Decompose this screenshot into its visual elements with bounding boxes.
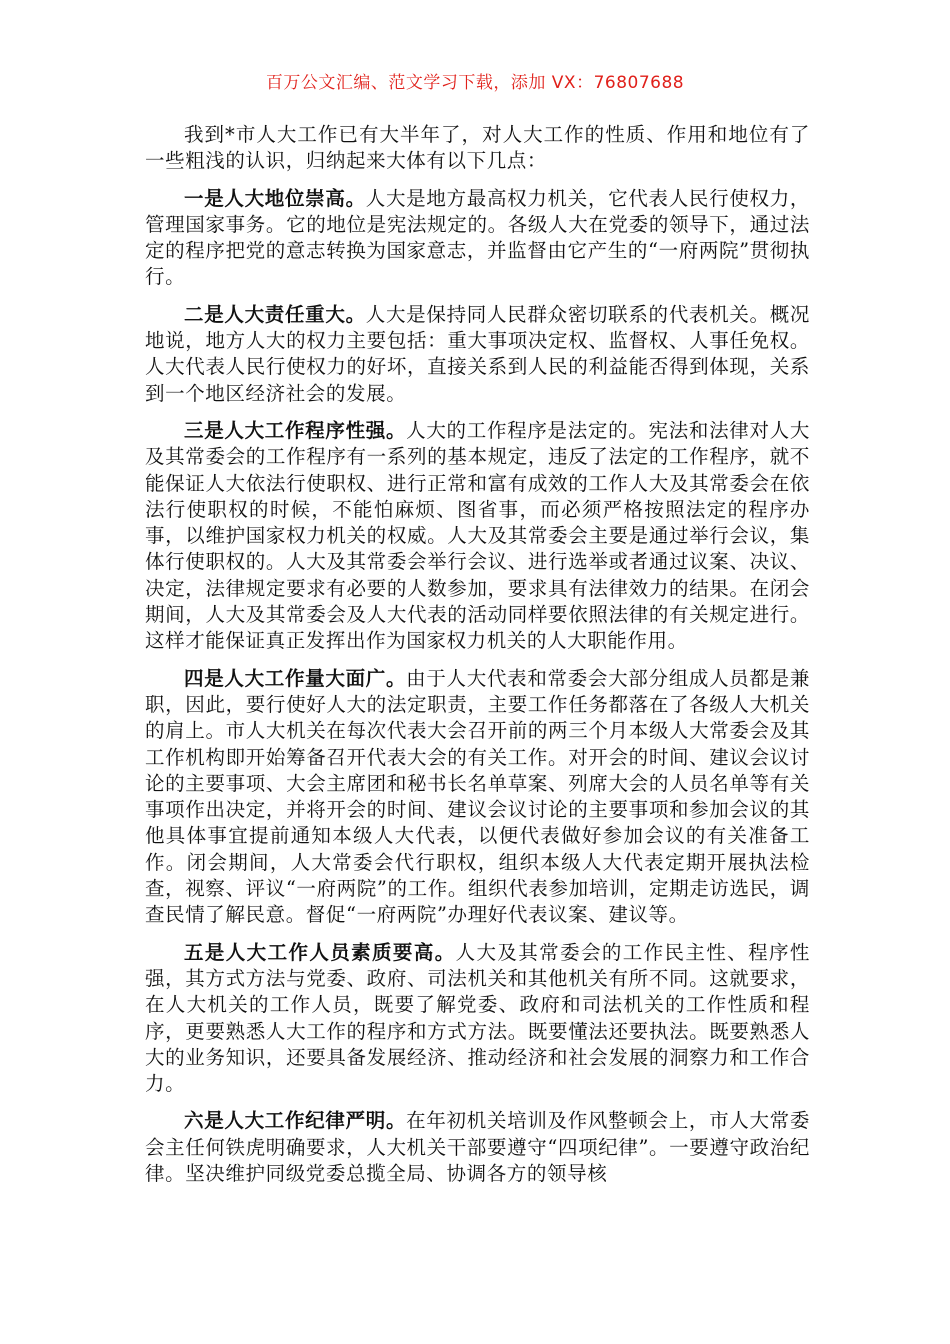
section-text: 在年初机关培训及作风整顿会上，市人大常委会主任何铁虎明确要求，人大机关干部要遵守“四项纪律”。一要遵守政治纪律。坚决维护同级党委总揽全局、协调各方的领导核 [145, 1109, 810, 1185]
section-heading: 二是人大责任重大。 [184, 302, 366, 326]
page-header-watermark: 百万公文汇编、范文学习下载，添加 VX：76807688 [265, 73, 685, 93]
section-text: 人大是地方最高权力机关，它代表人民行使权力，管理国家事务。它的地位是宪法规定的。各级人大在党委的领导下，通过法定的程序把党的意志转换为国家意志，并监督由它产生的“一府两院”贯彻执行。 [145, 186, 811, 289]
section-paragraph-4 [145, 666, 810, 929]
section-heading: 四是人大工作量大面广。 [184, 666, 407, 690]
article-body [145, 122, 810, 1198]
section-heading: 三是人大工作程序性强。 [184, 418, 407, 442]
section-heading: 一是人大地位崇高。 [184, 186, 366, 210]
section-heading: 六是人大工作纪律严明。 [184, 1109, 407, 1133]
section-text: 人大是保持同人民群众密切联系的代表机关。概况地说，地方人大的权力主要包括：重大事项决定权、监督权、人事任免权。人大代表人民行使权力的好坏，直接关系到人民的利益能否得到体现，关系到一个地区经济社会的发展。 [145, 302, 811, 405]
section-paragraph-5 [145, 940, 810, 1098]
section-text: 人大的工作程序是法定的。宪法和法律对人大及其常委会的工作程序有一系列的基本规定，违反了法定的工作程序，就不能保证人大依法行使职权、进行正常和富有成效的工作人大及其常委会在依法行使职权的时候，不能怕麻烦、图省事，而必须严格按照法定的程序办事，以维护国家权力机关的权威。人大及其常委会主要是通过举行会议，集体行使职权的。人大及其常委会举行会议、进行选举或者通过议案、决议、决定，法律规定要求有必要的人数参加，要求具有法律效力的结果。在闭会期间，人大及其常委会及人大代表的活动同样要依照法律的有关规定进行。这样才能保证真正发挥出作为国家权力机关的人大职能作用。 [145, 418, 810, 653]
section-text: 由于人大代表和常委会大部分组成人员都是兼职，因此，要行使好人大的法定职责，主要工作任务都落在了各级人大机关的肩上。市人大机关在每次代表大会召开前的两三个月本级人大常委会及其工作机构即开始筹备召开代表大会的有关工作。对开会的时间、建议会议讨论的主要事项、大会主席团和秘书长名单草案、列席大会的人员名单等有关事项作出决定，并将开会的时间、建议会议讨论的主要事项和参加会议的其他具体事宜提前通知本级人大代表，以便代表做好参加会议的有关准备工作。闭会期间，人大常委会代行职权，组织本级人大代表定期开展执法检查，视察、评议“一府两院”的工作。组织代表参加培训，定期走访选民，调查民情了解民意。督促“一府两院”办理好代表议案、建议等。 [145, 666, 810, 927]
intro-paragraph: 我到*市人大工作已有大半年了，对人大工作的性质、作用和地位有了一些粗浅的认识，归纳起来大体有以下几点： [145, 123, 810, 173]
section-text: 人大及其常委会的工作民主性、程序性强，其方式方法与党委、政府、司法机关和其他机关有所不同。这就要求，在人大机关的工作人员，既要了解党委、政府和司法机关的工作性质和程序，更要熟悉人大工作的程序和方式方法。既要懂法还要执法。既要熟悉人大的业务知识，还要具备发展经济、推动经济和社会发展的洞察力和工作合力。 [145, 940, 810, 1096]
section-paragraph-6 [145, 1108, 810, 1187]
section-paragraph-1 [145, 186, 810, 291]
section-heading: 五是人大工作人员素质要高。 [184, 940, 456, 964]
section-paragraph-3 [145, 418, 810, 655]
section-paragraph-2 [145, 302, 810, 407]
